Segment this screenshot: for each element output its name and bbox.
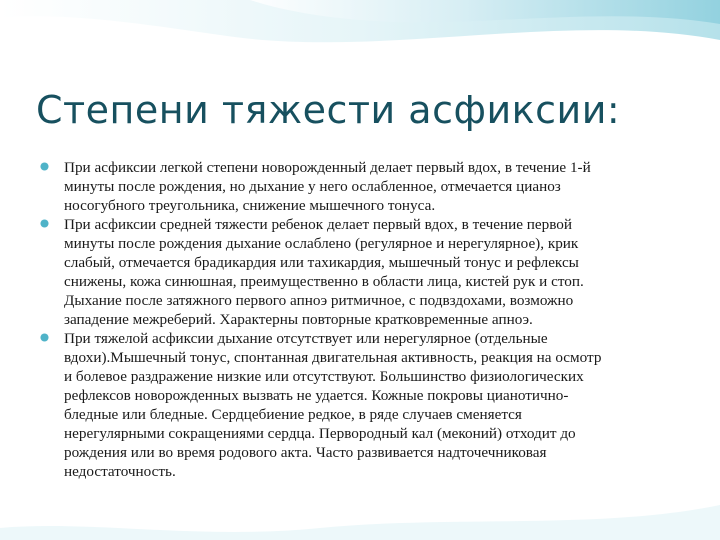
- bullet-list: [40, 158, 668, 481]
- slide-title: Степени тяжести асфиксии:: [36, 88, 621, 132]
- bullet-text: При тяжелой асфиксии дыхание отсутствует или нерегулярное (отдельные вдохи).Мышечный тонус, спонтанная двигательная активность, реакция на осмотр и болевое раздражение низкие или отсутствуют. Большинство физиологических рефлексов новорожденных вызвать не удается. Кожные покровы цианотично- бледные или бледные. Сердцебиение редкое, в ряде случаев сменяется нерегулярными сокращениями сердца. Первородный кал (меконий) отходит до рождения или во время родового акта. Часто развивается надточечниковая недостаточность.: [64, 330, 602, 480]
- bullet-item-moderate: [40, 215, 668, 329]
- bullet-text: При асфиксии легкой степени новорожденный делает первый вдох, в течение 1-й минуты после рождения, но дыхание у него ослабленное, отмечается цианоз носогубного треугольника, снижение мышечного тонуса.: [64, 159, 591, 214]
- circle-bullet-icon: [40, 333, 49, 342]
- bullet-text: При асфиксии средней тяжести ребенок делает первый вдох, в течение первой минуты после рождения дыхание ослаблено (регулярное и нерегулярное), крик слабый, отмечается брадикардия или тахикардия, мышечный тонус и рефлексы снижены, кожа синюшная, преимущественно в области лица, кистей рук и стоп. Дыхание после затяжного первого апноэ ритмичное, с подвздохами, возможно западение межреберий. Характерны повторные кратковременные апноэ.: [64, 216, 584, 328]
- bullet-item-mild: [40, 158, 668, 215]
- circle-bullet-icon: [40, 219, 49, 228]
- bullet-item-severe: [40, 329, 668, 481]
- circle-bullet-icon: [40, 162, 49, 171]
